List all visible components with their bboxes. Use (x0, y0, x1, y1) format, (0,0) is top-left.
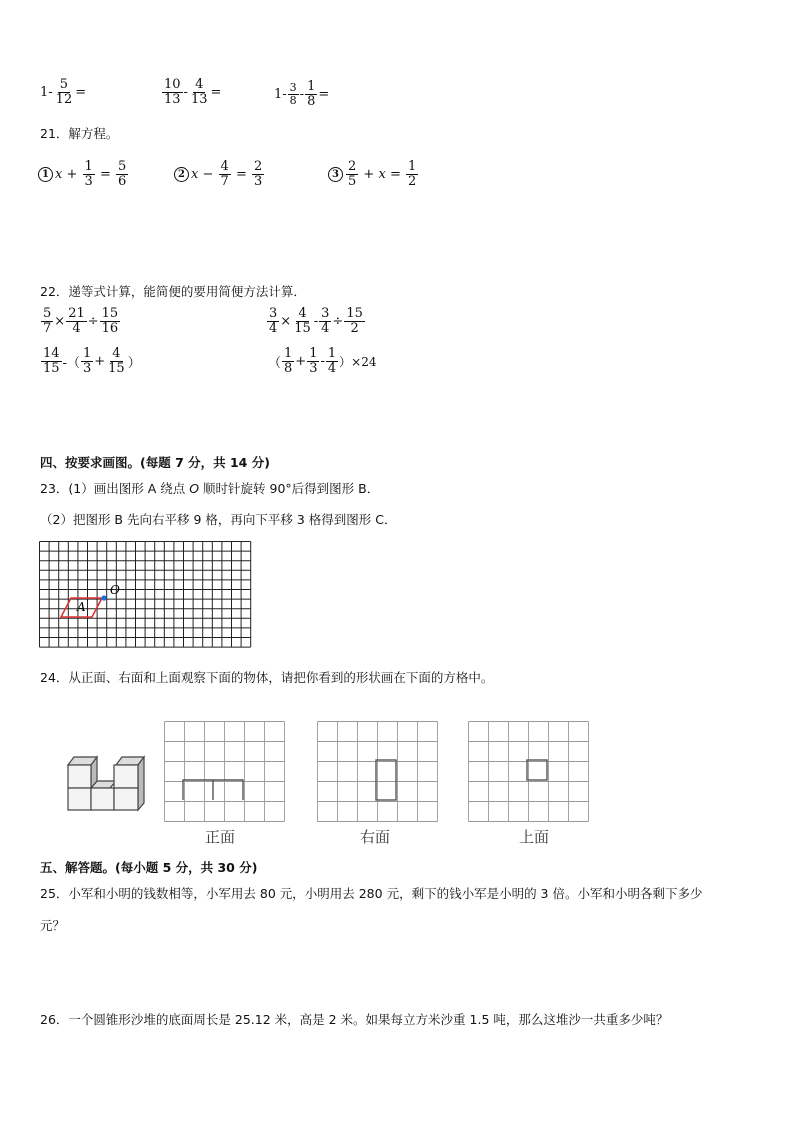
operator: -（ (62, 355, 80, 371)
fraction (66, 307, 87, 335)
grid-lines (469, 722, 589, 822)
fraction (116, 160, 128, 188)
expr-lead: 1- (274, 86, 287, 102)
q23-text-b: 顺时针旋转 90°后得到图形 B． (199, 481, 380, 496)
denominator: 15 (43, 360, 60, 376)
q21-equation-1 (38, 160, 129, 188)
denominator: 15 (294, 320, 311, 336)
q21-equation-2 (174, 160, 265, 188)
denominator: 13 (164, 91, 181, 107)
point-o (101, 595, 106, 600)
q21-equation-3 (328, 160, 419, 188)
denominator: 13 (190, 91, 208, 107)
fraction (319, 307, 331, 335)
fraction (305, 80, 317, 108)
denominator: 2 (350, 320, 359, 336)
q25-line2: 元？ (40, 918, 66, 933)
top-view-caption: 上面 (519, 828, 550, 846)
denominator: 7 (43, 320, 52, 336)
fraction (326, 347, 338, 375)
expr-1-minus-3-8-minus-1-8 (274, 80, 329, 108)
numerator: 1 (82, 346, 92, 361)
variable-x: x (55, 166, 63, 182)
q22-expr-a (40, 307, 121, 335)
fraction (54, 78, 75, 106)
grid-lines (318, 722, 438, 822)
expr-10-13-minus-4-13 (161, 78, 221, 106)
label-a: A (77, 600, 86, 614)
equals-sign: = (99, 166, 111, 182)
front-view-grid (163, 720, 288, 823)
expr-lead: 1- (40, 84, 53, 100)
section-5-title: 五、解答题。(每小题 5 分，共 30 分) (40, 860, 258, 875)
denominator: 4 (321, 320, 330, 336)
fraction (344, 307, 365, 335)
operator: × (280, 313, 292, 329)
denominator: 3 (84, 173, 93, 189)
numerator: 3 (289, 81, 297, 95)
numerator: 1 (307, 79, 316, 94)
denominator: 4 (327, 360, 337, 376)
fraction (288, 82, 299, 106)
operator: + (363, 166, 375, 182)
operator: - (183, 84, 188, 100)
numerator: 5 (59, 77, 69, 92)
operator: - (320, 353, 325, 369)
numerator: 1 (84, 159, 93, 174)
q23-line2: （2）把图形 B 先向右平移 9 格，再向下平移 3 格得到图形 C． (40, 512, 397, 527)
numerator: 1 (284, 346, 293, 361)
fraction (282, 347, 294, 375)
operator: - (299, 86, 305, 102)
operator: × (54, 313, 66, 329)
q22-title: 22．递等式计算，能简便的要用简便方法计算． (40, 284, 306, 299)
operator: + (295, 353, 307, 369)
fraction (83, 160, 95, 188)
operator: ÷ (87, 313, 99, 329)
circled-number: 2 (174, 167, 189, 182)
equals-sign: = (389, 166, 401, 182)
denominator: 3 (254, 173, 263, 189)
denominator: 6 (118, 173, 127, 189)
q23-line1 (40, 479, 379, 497)
fraction (219, 160, 231, 188)
equals-sign: = (210, 84, 222, 100)
operator: ÷ (332, 313, 344, 329)
q23-grid (38, 540, 256, 652)
numerator: 1 (408, 159, 417, 174)
section-4-title: 四、按要求画图。(每题 7 分，共 14 分) (40, 455, 270, 470)
fraction (189, 78, 210, 106)
cube-object-figure (62, 752, 152, 812)
fraction (406, 160, 418, 188)
operator: ） (127, 355, 141, 371)
numerator: 5 (43, 306, 52, 321)
equals-sign: = (235, 166, 247, 182)
numerator: 21 (68, 306, 85, 321)
fraction (252, 160, 264, 188)
right-view-hint-outline (376, 760, 396, 800)
numerator: 2 (254, 159, 263, 174)
front-view-caption: 正面 (205, 828, 236, 846)
variable-x: x (191, 166, 199, 182)
fraction (81, 347, 93, 375)
fraction (41, 347, 62, 375)
numerator: 15 (346, 306, 363, 321)
numerator: 4 (220, 159, 229, 174)
q25-line1: 25．小军和小明的钱数相等，小军用去 80 元，小明用去 280 元，剩下的钱小军是小明的 3 倍。小军和小明各剩下多少 (40, 886, 703, 901)
fraction (292, 307, 313, 335)
q24-title: 24．从正面、右面和上面观察下面的物体，请把你看到的形状画在下面的方格中。 (40, 670, 494, 685)
denominator: 3 (82, 360, 92, 376)
q23-point-o: O (189, 481, 200, 496)
expr-1-minus-5-12 (40, 78, 86, 106)
numerator: 15 (101, 306, 119, 321)
numerator: 3 (269, 306, 278, 321)
q23-text-a: 23．(1）画出图形 A 绕点 (40, 481, 190, 496)
denominator: 4 (72, 320, 81, 336)
equals-sign: = (318, 86, 330, 102)
numerator: 4 (298, 306, 307, 321)
top-view-hint-outline (527, 760, 547, 780)
right-view-caption: 右面 (360, 828, 391, 846)
numerator: 4 (112, 346, 121, 361)
denominator: 2 (408, 173, 417, 189)
operator: − (202, 166, 214, 182)
denominator: 3 (309, 360, 318, 376)
denominator: 8 (307, 93, 316, 109)
q21-title: 21．解方程。 (40, 126, 119, 141)
denominator: 7 (220, 173, 229, 189)
numerator: 4 (195, 77, 204, 92)
numerator: 1 (309, 346, 318, 361)
grid-lines (40, 542, 251, 648)
right-view-grid (316, 720, 441, 823)
fraction (162, 78, 183, 106)
denominator: 8 (284, 360, 293, 376)
operator: - (313, 313, 319, 329)
denominator: 12 (55, 91, 73, 107)
fraction (307, 347, 319, 375)
top-view-grid (467, 720, 592, 823)
fraction (41, 307, 53, 335)
numerator: 14 (43, 346, 60, 361)
numerator: 1 (327, 346, 337, 361)
circled-number: 3 (328, 167, 343, 182)
denominator: 16 (101, 320, 119, 336)
label-o: O (110, 583, 120, 597)
q26-text: 26．一个圆锥形沙堆的底面周长是 25.12 米，高是 2 米。如果每立方米沙重 1.5 吨，那么这堆沙一共重多少吨？ (40, 1012, 669, 1027)
equals-sign: = (75, 84, 87, 100)
numerator: 2 (348, 159, 357, 174)
fraction (106, 347, 127, 375)
denominator: 8 (289, 93, 297, 107)
grid-lines (165, 722, 285, 822)
q22-expr-d (268, 347, 377, 375)
fraction (346, 160, 358, 188)
fraction (100, 307, 121, 335)
operator: + (66, 166, 78, 182)
q22-expr-b (266, 307, 366, 335)
denominator: 15 (108, 360, 125, 376)
operator: （ (268, 355, 282, 371)
variable-x: x (378, 166, 386, 182)
numerator: 10 (164, 77, 181, 92)
circled-number: 1 (38, 167, 53, 182)
operator: ）×24 (339, 354, 377, 369)
operator: + (94, 353, 106, 369)
denominator: 5 (348, 173, 357, 189)
q22-expr-c (40, 347, 141, 375)
numerator: 3 (321, 306, 330, 321)
fraction (267, 307, 279, 335)
front-view-hint-outline (183, 780, 243, 800)
numerator: 5 (118, 159, 127, 174)
denominator: 4 (269, 320, 278, 336)
